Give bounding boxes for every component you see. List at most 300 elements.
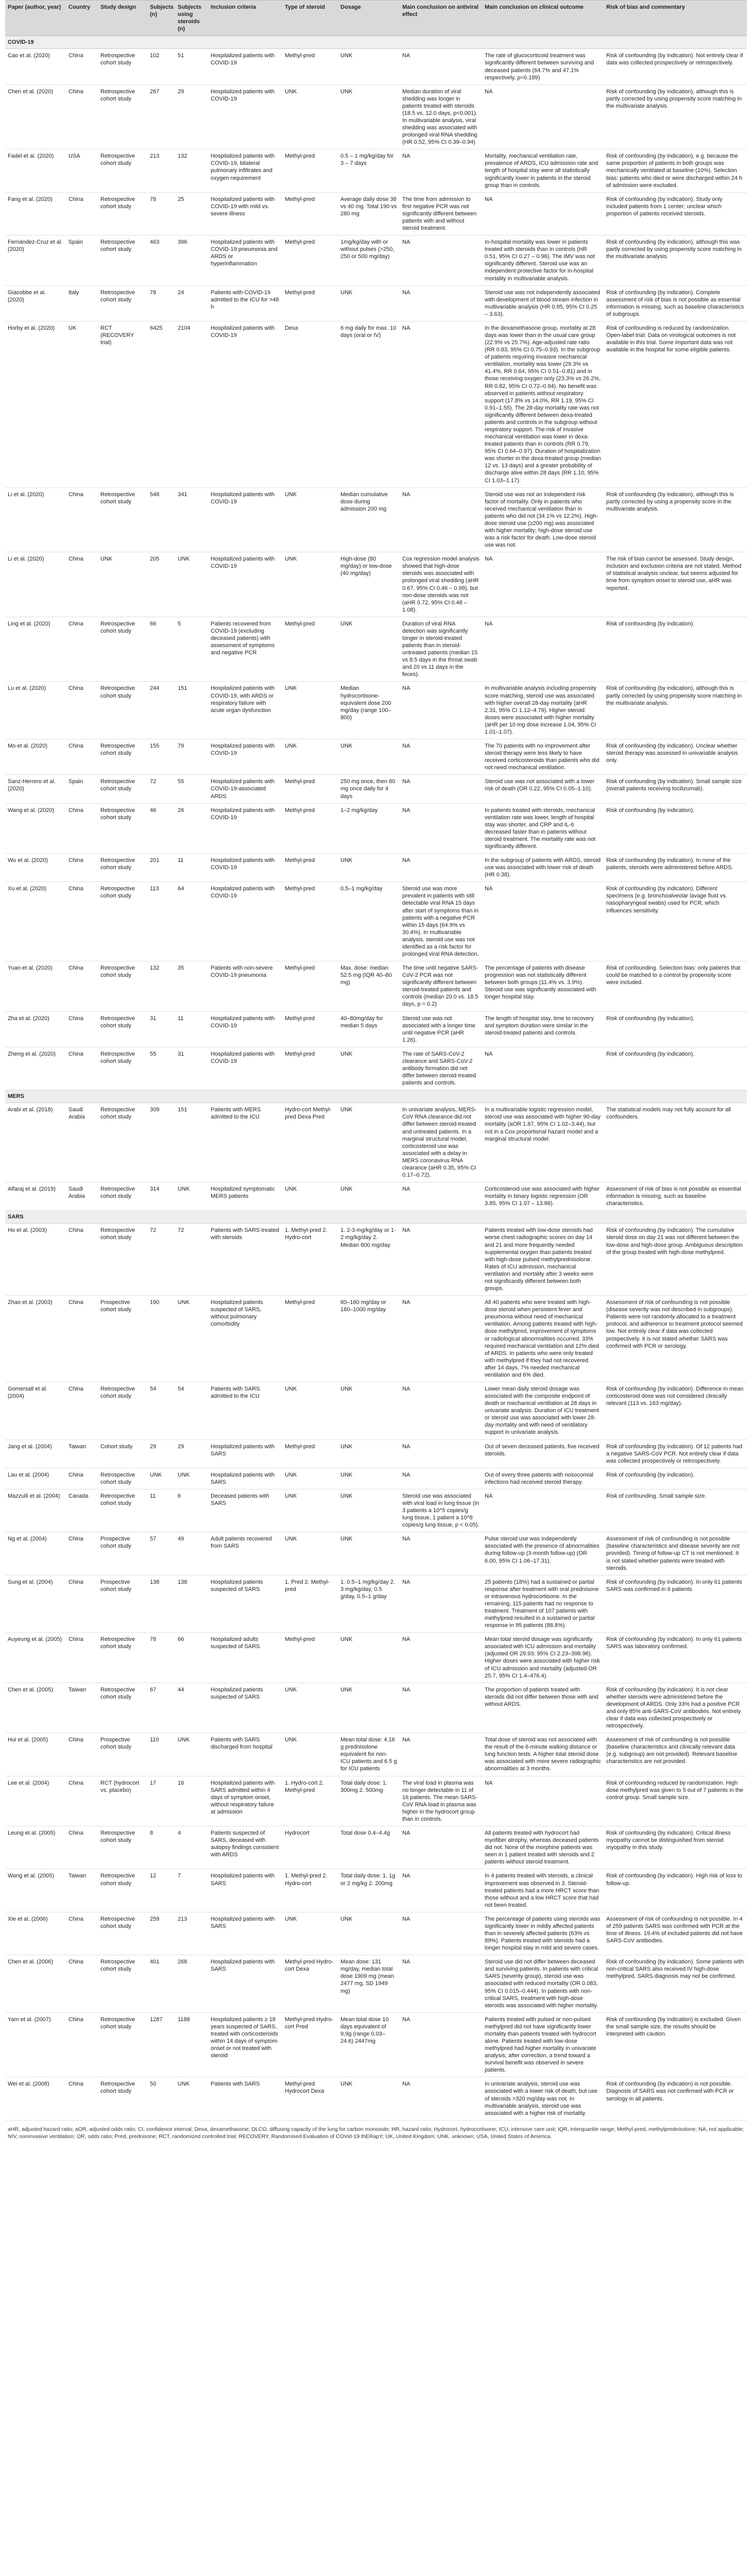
table-cell: Patients treated with low-dose steroids had worse chest radiographic scores on day 14 and 21 and more frequently needed supplemental oxygen than patients treated with high-dose pulsed methylprednisolone. Rates of ICU admission, mechanical ventilation and mortality after 3 weeks were not significantly different between both groups. <box>482 1224 604 1296</box>
table-cell: 201 <box>147 854 175 882</box>
table-cell: NA <box>400 1532 482 1575</box>
table-cell: Methyl-pred <box>282 192 338 235</box>
table-cell: Risk of confounding (by indication). Difference in mean corticosteroid dose was not considered clinically relevant (113 vs. 163 mg/day). <box>604 1382 747 1439</box>
table-cell: Xu et al. (2020) <box>5 882 66 961</box>
table-cell: Retrospective cohort study <box>98 882 147 961</box>
table-row <box>5 285 747 321</box>
table-cell: Chen et al. (2005) <box>5 1683 66 1733</box>
table-cell: Hospitalized patients with COVID-19-associated ARDS <box>208 775 282 803</box>
table-cell: 190 <box>147 1296 175 1382</box>
table-cell: Fang et al. (2020) <box>5 192 66 235</box>
table-cell: Retrospective cohort study <box>98 149 147 192</box>
table-cell: Hospitalized patients with COVID-19, bilateral pulmonary infiltrates and oxygen requirement <box>208 149 282 192</box>
table-cell: 54 <box>175 1382 208 1439</box>
table-cell: Assessment of risk of confounding is not possible. In 4 of 259 patients SARS was confirmed with PCR at the time of illness. 19.4% of included patients did not have SARS-CoV antibodies. <box>604 1912 747 1955</box>
table-cell: Risk of confounding (by indication). The cumulative steroid dose on day 21 was not different between the low-dose and high-dose group. Ambiguous description of the group treated with high-dose methylpred. <box>604 1224 747 1296</box>
table-cell: 49 <box>175 1532 208 1575</box>
table-cell: Hospitalized patients with COVID-19, with ARDS or respiratory failure with acute organ dysfunction <box>208 682 282 739</box>
table-row <box>5 1011 747 1047</box>
table-row <box>5 1955 747 2013</box>
table-cell: In patients treated with steroids, mechanical ventilation rate was lower, length of hospital stay was shorter, and CRP and IL-6 decreased faster than in patients without steroid treatment. The mortality rate was not significantly different. <box>482 803 604 853</box>
table-cell: Fadel et al. (2020) <box>5 149 66 192</box>
table-cell: Ng et al. (2004) <box>5 1532 66 1575</box>
table-row <box>5 321 747 487</box>
table-cell: UNK <box>338 1532 400 1575</box>
table-cell: 463 <box>147 235 175 285</box>
table-row <box>5 49 747 84</box>
table-cell: Retrospective cohort study <box>98 1382 147 1439</box>
table-cell: UNK <box>282 1532 338 1575</box>
table-cell: NA <box>400 1468 482 1489</box>
table-cell: Assessment of risk of confounding is not possible (baseline characteristics and clinically relevant data (e.g. subgroup) are not provided). Relevant baseline characteristics are not provided. <box>604 1733 747 1776</box>
table-cell: 102 <box>147 49 175 84</box>
table-cell: Methyl-pred <box>282 149 338 192</box>
table-cell: UNK <box>282 1912 338 1955</box>
table-cell: China <box>66 617 98 682</box>
table-cell: NA <box>400 1633 482 1683</box>
table-cell: UNK <box>282 739 338 775</box>
table-cell: Leung et al. (2005) <box>5 1826 66 1869</box>
table-row <box>5 1296 747 1382</box>
table-cell: Methyl-pred <box>282 803 338 853</box>
table-cell: Hospitalized patients ≥ 18 years suspected of SARS, treated with corticosteroids within 14 days of symptom onset or not treated with steroid <box>208 2012 282 2077</box>
column-header: Subjects using steroids (n) <box>175 1 208 36</box>
table-cell: Risk of confounding (by indication). <box>604 1011 747 1047</box>
table-cell: Hospitalized patients with SARS admitted within 4 days of symptom onset, without respiratory failure at admission <box>208 1776 282 1826</box>
section-title: COVID-19 <box>5 36 747 49</box>
table-cell: UNK <box>282 84 338 149</box>
table-cell: UNK <box>282 1182 338 1211</box>
table-cell: China <box>66 882 98 961</box>
table-cell: Hospitalized patients with SARS <box>208 1869 282 1912</box>
table-cell: Hospitalized patients with COVID-19 <box>208 803 282 853</box>
table-cell: Taiwan <box>66 1869 98 1912</box>
table-cell: Retrospective cohort study <box>98 854 147 882</box>
section-row <box>5 1211 747 1224</box>
table-cell: 2104 <box>175 321 208 487</box>
table-cell: Steroid use was not associated with a longer time until negative PCR (aHR 1.26). <box>400 1011 482 1047</box>
table-row <box>5 1683 747 1733</box>
table-cell: 1287 <box>147 2012 175 2077</box>
table-cell: 55 <box>147 1047 175 1090</box>
table-row <box>5 552 747 617</box>
table-cell: Retrospective cohort study <box>98 1826 147 1869</box>
table-cell: Methyl-pred <box>282 1633 338 1683</box>
table-cell: Methyl-pred <box>282 285 338 321</box>
table-cell: UNK <box>175 1733 208 1776</box>
table-cell: China <box>66 1382 98 1439</box>
table-cell: Hospitalized patients suspected of SARS, without pulmonary comorbidity <box>208 1296 282 1382</box>
table-cell: 1. 2-3 mg/kg/day or 1-2 mg/kg/day 2. Median 600 mg/day <box>338 1224 400 1296</box>
table-row <box>5 961 747 1011</box>
table-cell: Hydrocort <box>282 1826 338 1869</box>
table-cell: China <box>66 961 98 1011</box>
table-cell: Wu et al. (2020) <box>5 854 66 882</box>
table-cell: NA <box>400 682 482 739</box>
table-row <box>5 2077 747 2120</box>
table-cell: Retrospective cohort study <box>98 1869 147 1912</box>
table-cell: NA <box>400 1296 482 1382</box>
table-cell: Lower mean daily steroid dosage was associated with the composite endpoint of death or mechanical ventilation at 28 days in univariate analysis. Duration of ICU treatment or steroid use was associated with lower 28-day mortality and with need of ventilatory support in univariate analysis. <box>482 1382 604 1439</box>
table-cell: 6 mg daily for max. 10 days (oral or IV) <box>338 321 400 487</box>
table-cell: Lee et al. (2004) <box>5 1776 66 1826</box>
table-cell: 79 <box>175 739 208 775</box>
table-cell: Methyl-pred <box>282 961 338 1011</box>
table-cell: Risk of confounding (by indication) is not possible. Diagnosis of SARS was not confirmed with PCR or serology in all patients. <box>604 2077 747 2120</box>
table-cell: Methyl-pred <box>282 1011 338 1047</box>
table-cell: Methyl-pred <box>282 1439 338 1468</box>
table-cell: Sanz-Herrero et al. (2020) <box>5 775 66 803</box>
table-cell: Risk of confounding (by indication). High risk of loss to follow-up. <box>604 1869 747 1912</box>
table-cell: Hospitalized patients with COVID-19 <box>208 487 282 552</box>
table-cell: Out of every three patients with nosocomial infections had received steroid therapy. <box>482 1468 604 1489</box>
table-cell: 6 <box>175 1489 208 1532</box>
table-cell: The rate of SARS-CoV-2 clearance and SARS-CoV-2 antibody formation did not differ between steroid-treated patients and controls. <box>400 1047 482 1090</box>
table-row <box>5 682 747 739</box>
table-row <box>5 1182 747 1211</box>
table-cell: In the subgroup of patients with ARDS, steroid use was associated with lower risk of death (HR 0.38). <box>482 854 604 882</box>
table-cell: NA <box>400 1382 482 1439</box>
table-cell: Hospitalized patients with SARS <box>208 1912 282 1955</box>
table-cell: Prospective cohort study <box>98 1575 147 1633</box>
table-cell: Yam et al. (2007) <box>5 2012 66 2077</box>
column-header: Country <box>66 1 98 36</box>
table-cell: Retrospective cohort study <box>98 2012 147 2077</box>
table-cell: China <box>66 192 98 235</box>
table-cell: Retrospective cohort study <box>98 1912 147 1955</box>
table-cell: Wang et al. (2020) <box>5 803 66 853</box>
table-cell: UNK <box>338 617 400 682</box>
table-cell: Risk of confounding (by indication), although this is partly corrected by using propensity score matching in the multivariate analysis. <box>604 84 747 149</box>
table-cell: The length of hospital stay, time to recovery and symptom duration were similar in the steroid-treated patients and controls. <box>482 1011 604 1047</box>
table-cell: Risk of confounding (by indication). Complete assessment of risk of bias is not possible as essential information is missing, such as baseline characteristics of subgroups. <box>604 285 747 321</box>
table-cell: 1188 <box>175 2012 208 2077</box>
table-cell: 29 <box>147 1439 175 1468</box>
table-cell: UNK <box>338 285 400 321</box>
table-cell: 155 <box>147 739 175 775</box>
table-cell: China <box>66 2012 98 2077</box>
table-row <box>5 1224 747 1296</box>
table-cell: NA <box>482 84 604 149</box>
table-cell: 66 <box>175 1633 208 1683</box>
table-cell: Hospitalized adults suspected of SARS <box>208 1633 282 1683</box>
table-cell: Risk of confounding (by indication). Not entirely clear if data was collected prospectively or retrospectively. <box>604 49 747 84</box>
table-cell: The percentage of patients with disease progression was not statistically different between both groups (11.4% vs. 3.9%). Steroid use was significantly associated with longer hospital stay. <box>482 961 604 1011</box>
table-cell: Lu et al. (2020) <box>5 682 66 739</box>
table-cell: The time until negative SARS-CoV-2 PCR was not significantly different between steroid-treated patients and controls (median 20.0 vs. 18.5 days, p = 0.2) <box>400 961 482 1011</box>
table-cell: 138 <box>175 1575 208 1633</box>
table-cell: NA <box>400 235 482 285</box>
table-cell: Wang et al. (2005) <box>5 1869 66 1912</box>
table-cell: NA <box>400 1575 482 1633</box>
table-cell: NA <box>400 285 482 321</box>
table-cell: Deceased patients with SARS <box>208 1489 282 1532</box>
table-cell: Mean total dose 10 days equivalent of 9,9g (range 0.03–24.6) 2447mg <box>338 2012 400 2077</box>
table-cell: Yuan et al. (2020) <box>5 961 66 1011</box>
table-cell: Retrospective cohort study <box>98 1633 147 1683</box>
table-cell: Risk of confounding (by indication). In only 61 patients SARS was confirmed in 6 patients. <box>604 1575 747 1633</box>
table-cell: Risk of confounding (by indication), although this is partly corrected by using propensity score matching in the multivariate analysis. <box>604 682 747 739</box>
table-cell: 44 <box>175 1683 208 1733</box>
table-cell: 396 <box>175 235 208 285</box>
table-cell: 1. Methyl-pred 2. Hydro-cort <box>282 1224 338 1296</box>
table-cell: 8 <box>147 1826 175 1869</box>
table-cell: 132 <box>175 149 208 192</box>
table-cell: UNK <box>338 1182 400 1211</box>
table-cell: UNK <box>175 552 208 617</box>
table-cell: Risk of confounding (by indication), e.g. because the same proportion of patients in both groups was mechanically ventilated at baseline (10%). Selection bias: patients who died or were discharged within 24 h of admission were excluded. <box>604 149 747 192</box>
table-cell: 7 <box>175 1869 208 1912</box>
table-cell: Spain <box>66 775 98 803</box>
table-cell: UNK <box>338 1382 400 1439</box>
table-cell: Hospitalized patients with COVID-19 <box>208 854 282 882</box>
table-cell: Adult patients recovered from SARS <box>208 1532 282 1575</box>
table-cell: Risk of confounding (by indication). Different specimens (e.g. bronchoalveolar lavage fluid vs. nasopharyngeal swabs) used for PCR, which influences sensitivity. <box>604 882 747 961</box>
section-title: SARS <box>5 1211 747 1224</box>
table-cell: Cox regression model analysis showed that high-dose steroids was associated with prolonged viral shedding (aHR 0.67, 95% CI 0.46 – 0.99), but non-dose steroids was not (aHR 0.72, 95% CI 0.48 – 1.08). <box>400 552 482 617</box>
table-cell: Retrospective cohort study <box>98 739 147 775</box>
table-cell: Pulse steroid use was independently associated with the presence of abnormalities during follow-up (3-month follow-up) (OR 6.00, 95% CI 1.06–17.31). <box>482 1532 604 1575</box>
table-cell: Hospitalized patients suspected of SARS <box>208 1683 282 1733</box>
table-cell: UNK <box>282 552 338 617</box>
table-cell: NA <box>400 1182 482 1211</box>
table-cell: 64 <box>175 882 208 961</box>
table-cell: Spain <box>66 235 98 285</box>
table-cell: Steroid use was not independently associated with development of blood stream infection in multivariable analysis (HR 0.95, 95% CI 0.25 – 3.63). <box>482 285 604 321</box>
table-row <box>5 775 747 803</box>
column-header: Inclusion criteria <box>208 1 282 36</box>
header-row <box>5 1 747 36</box>
table-cell: UNK <box>338 739 400 775</box>
table-cell: NA <box>400 1733 482 1776</box>
table-cell: 1. 0.5–1 mg/kg/day 2. 3 mg/kg/day, 0.5 g/day, 0.5–1 g/day <box>338 1575 400 1633</box>
table-cell: NA <box>400 321 482 487</box>
table-cell: Mo et al. (2020) <box>5 739 66 775</box>
table-cell: China <box>66 854 98 882</box>
table-cell: Patients treated with pulsed or non-pulsed methylpred did not have significantly lower mortality than patients treated with hydrocort alone. Patients treated with low-dose methylpred had higher mortality in univariate analysis; after correction, a trend toward a survival benefit was observed in severe patients. <box>482 2012 604 2077</box>
table-cell: Retrospective cohort study <box>98 617 147 682</box>
column-header: Study design <box>98 1 147 36</box>
table-cell: Hospitalized patients with COVID-19 <box>208 739 282 775</box>
table-cell: UNK <box>282 487 338 552</box>
table-cell: 78 <box>147 192 175 235</box>
table-cell: NA <box>400 49 482 84</box>
table-cell: UNK <box>282 682 338 739</box>
table-row <box>5 1468 747 1489</box>
table-cell: 66 <box>147 617 175 682</box>
table-row <box>5 1489 747 1532</box>
table-row <box>5 84 747 149</box>
table-cell: Risk of confounding (by indication). <box>604 803 747 853</box>
table-row <box>5 192 747 235</box>
column-header: Subjects (n) <box>147 1 175 36</box>
table-cell: Retrospective cohort study <box>98 682 147 739</box>
table-row <box>5 1776 747 1826</box>
table-cell: UNK <box>338 1047 400 1090</box>
table-cell: Steroid use did not differ between deceased and surviving patients. In patients with critical SARS (severity group), steroid use was associated with reduced mortality (OR 0.083, 95% CI 0.015–0.444). In patients with non-critical SARS, treatment with high-dose steroids was associated with higher mortality. <box>482 1955 604 2013</box>
table-cell: Methyl-pred <box>282 854 338 882</box>
table-cell: China <box>66 1047 98 1090</box>
table-cell: UNK <box>338 1633 400 1683</box>
table-cell: In-hospital mortality was lower in patients treated with steroids than in controls (HR 0.51, 95% CI 0.27 – 0.96). The IMV was not significantly different. Steroid use was an independent protective factor for in-hospital mortality in multivariable analysis. <box>482 235 604 285</box>
table-cell: UNK <box>338 2077 400 2120</box>
table-cell: UNK <box>282 1382 338 1439</box>
table-cell: UNK <box>98 552 147 617</box>
table-body <box>5 36 747 2120</box>
column-header: Main conclusion on antiviral effect <box>400 1 482 36</box>
table-cell: RCT (hydrocort vs. placebo) <box>98 1776 147 1826</box>
column-header: Paper (author, year) <box>5 1 66 36</box>
table-cell: Retrospective cohort study <box>98 2077 147 2120</box>
table-cell: 113 <box>147 882 175 961</box>
table-cell: Retrospective cohort study <box>98 803 147 853</box>
table-cell: UNK <box>175 1182 208 1211</box>
table-cell: Methyl-pred <box>282 775 338 803</box>
table-cell: Cao et al. (2020) <box>5 49 66 84</box>
table-cell: Hospitalized patients with SARS <box>208 1468 282 1489</box>
table-cell: Assessment of risk of confounding is not possible (baseline characteristics and disease severity are not provided). Timing of follow-up CT is not mentioned. It is not stated whether patients were treated with steroids. <box>604 1532 747 1575</box>
table-cell: Assessment of risk of confounding is not possible (disease severity was not described in subgroups). Patients were not randomly allocated to a treatment protocol, and adherence to treatment protocol seemed low. Not entirely clear if data was collected prospectively. It is not stated whether SARS was confirmed with PCR or serology. <box>604 1296 747 1382</box>
table-cell: Retrospective cohort study <box>98 84 147 149</box>
table-cell: Retrospective cohort study <box>98 775 147 803</box>
table-cell: The percentage of patients using steroids was significantly lower in mildly affected patients than in severely affected patients (63% vs 89%). Patients treated with steroids had a longer hospital stay in mild and severe cases. <box>482 1912 604 1955</box>
table-cell: 1. Pred 2. Methyl-pred <box>282 1575 338 1633</box>
table-cell: Gomersall et al. (2004) <box>5 1382 66 1439</box>
table-row <box>5 854 747 882</box>
table-cell: Fernández-Cruz et al. (2020) <box>5 235 66 285</box>
table-cell: Mean dose: 131 mg/day, median total dose 1909 mg (mean 2477 mg, SD 1949 mg) <box>338 1955 400 2013</box>
table-cell: Hospitalized patients with COVID-19 <box>208 49 282 84</box>
table-cell: 0.5–1 mg/kg/day <box>338 882 400 961</box>
table-cell: Taiwan <box>66 1683 98 1733</box>
table-cell: 50 <box>147 2077 175 2120</box>
table-cell: Methyl-pred <box>282 49 338 84</box>
table-cell: Sung et al. (2004) <box>5 1575 66 1633</box>
table-row <box>5 1382 747 1439</box>
section-row <box>5 36 747 49</box>
table-cell: China <box>66 2077 98 2120</box>
table-cell: 80–160 mg/day or 160–1000 mg/day <box>338 1296 400 1382</box>
table-cell: UNK <box>282 1468 338 1489</box>
table-cell: In univariate analysis, steroid use was associated with a lower risk of death, but use of steroids >320 mg/day was not. In multivariable analysis, steroid use was associated with a higher risk of mortality. <box>482 2077 604 2120</box>
table-cell: The viral load in plasma was no longer detectable in 11 of 16 patients. The mean SARS-CoV RNA load in plasma was higher in the hydrocort group than in controls. <box>400 1776 482 1826</box>
table-cell: Patients with SARS <box>208 2077 282 2120</box>
table-row <box>5 1633 747 1683</box>
column-header: Risk of bias and commentary <box>604 1 747 36</box>
table-cell: 40–80mg/day for median 5 days <box>338 1011 400 1047</box>
table-cell: Risk of confounding (by indication) is excluded. Given the small sample size, the results should be interpreted with caution. <box>604 2012 747 2077</box>
table-cell: Patients suspected of SARS, deceased with autopsy findings consistent with ARDS <box>208 1826 282 1869</box>
table-cell: 11 <box>147 1489 175 1532</box>
table-cell: Risk of confounding (by indication), although this is partly corrected by using a propensity score in the multivariate analysis. <box>604 487 747 552</box>
table-cell: In multivariable analysis including propensity score matching, steroid use was associated with higher overall 28-day mortality (aHR 2.31, 95% CI 1.12–4.79). Higher steroid doses were associated with higher mortality (aHR per 10 mg dose increase 1.04, 95% CI 1.01–1.07). <box>482 682 604 739</box>
table-cell: 259 <box>147 1912 175 1955</box>
table-cell: 314 <box>147 1182 175 1211</box>
table-cell: Hospitalized patients with COVID-19 <box>208 84 282 149</box>
table-cell: China <box>66 1826 98 1869</box>
table-cell: Auyeung et al. (2005) <box>5 1633 66 1683</box>
table-cell: 6425 <box>147 321 175 487</box>
table-cell: Mortality, mechanical ventilation rate, prevalence of ARDS, ICU admission rate and length of hospital stay were all statistically significantly lower in patients in the steroid group than in controls. <box>482 149 604 192</box>
table-cell: 31 <box>147 1011 175 1047</box>
table-cell: UNK <box>338 854 400 882</box>
table-cell: The time from admission to first negative PCR was not significantly different between patients with and without steroid treatment. <box>400 192 482 235</box>
table-cell: Hospitalized patients with SARS <box>208 1439 282 1468</box>
table-cell: Steroid use was associated with viral load in lung tissue (in 3 patients a 10^5 copies/g lung tissue, 1 patient a 10^8 copies/g lung tissue, p < 0.05). <box>400 1489 482 1532</box>
table-cell: Mean total steroid dosage was significantly associated with ICU admission and mortality (adjusted OR 29.93; 95% CI 2.23–398.96). Higher doses were associated with higher risk of ICU admission and mortality (adjusted OR 25.7, 95% CI 1.4–476.4). <box>482 1633 604 1683</box>
table-cell: Saudi Arabia <box>66 1182 98 1211</box>
table-cell: The rate of glucocorticoid treatment was significantly different between surviving and deceased patients (64.7% and 47.1% respectively, p=0.189) <box>482 49 604 84</box>
table-cell: China <box>66 1776 98 1826</box>
table-cell: Cohort study <box>98 1439 147 1468</box>
table-cell: Horby et al. (2020) <box>5 321 66 487</box>
table-cell: Risk of confounding. Small sample size. <box>604 1489 747 1532</box>
table-cell: 213 <box>175 1912 208 1955</box>
table-cell: UNK <box>175 1468 208 1489</box>
table-cell: Max. dose: median 52.5 mg (IQR 40–80 mg) <box>338 961 400 1011</box>
table-cell: 1. Hydro-cort 2. Methyl-pred <box>282 1776 338 1826</box>
table-cell: Out of seven deceased patients, five received steroids. <box>482 1439 604 1468</box>
table-cell: China <box>66 1912 98 1955</box>
table-row <box>5 1439 747 1468</box>
table-cell: Taiwan <box>66 1439 98 1468</box>
table-cell: The risk of bias cannot be assessed. Study design, inclusion and exclusion criteria are not stated. Method of statistical analysis unclear, but seems adjusted for time from symptom onset to steroid use, aHR was reported. <box>604 552 747 617</box>
table-cell: 268 <box>175 1955 208 2013</box>
table-cell: Mazzulli et al. (2004) <box>5 1489 66 1532</box>
table-row <box>5 149 747 192</box>
table-cell: UNK <box>338 1489 400 1532</box>
table-cell: In the dexamethasone group, mortality at 28 days was lower than in the usual care group (22.9% vs 25.7%). Age-adjusted rate ratio (RR 0.83, 95% CI 0.75–0.93). In the subgroup of patients requiring invasive mechanical ventilation, mortality was lower (29.3% vs 41.4%, RR 0.64, 95% CI 0.51–0.81) and in those receiving oxygen only (23.3% vs 26.2%, RR 0.82, 95% CI 0.72–0.94). No benefit was observed in patients without respiratory support (17.8% vs 14.0%, RR 1.19, 95% CI 0.91–1.55). The 28-day mortality rate was not significantly different between dexa-treated patients and controls in the subgroup without respiratory support. The risk of invasive mechanical ventilation was lower in dexa-treated patients than in controls (RR 0.79, 95% CI 0.64–0.97). Duration of hospitalization was shorter in the dexa-treated group (median 12 vs. 13 days) and a greater probability of discharge alive within 28 days (RR 1.10, 95% CI 1.03–1.17). <box>482 321 604 487</box>
table-cell: Hospitalized patients with COVID-19 <box>208 552 282 617</box>
table-row <box>5 1532 747 1575</box>
table-cell: Retrospective cohort study <box>98 1683 147 1733</box>
table-cell: Wei et al. (2008) <box>5 2077 66 2120</box>
table-cell: Italy <box>66 285 98 321</box>
table-cell: Patients with SARS admitted to the ICU <box>208 1382 282 1439</box>
table-cell: 55 <box>175 775 208 803</box>
table-cell: UNK <box>282 1683 338 1733</box>
table-cell: Hospitalized patients with COVID-19 <box>208 321 282 487</box>
table-cell: Total daily dose: 1. 1g or 2 mg/kg 2. 200mg <box>338 1869 400 1912</box>
table-cell: Risk of confounding (by indication). Of 12 patients had a negative SARS-CoV PCR. Not entirely clear if data was collected prospectively or retrospectively. <box>604 1439 747 1468</box>
table-cell: Chen et al. (2006) <box>5 1955 66 2013</box>
table-cell: 132 <box>147 961 175 1011</box>
table-row <box>5 2012 747 2077</box>
table-cell: Risk of confounding (by indication). In only 61 patients SARS was laboratory confirmed. <box>604 1633 747 1683</box>
table-cell: Mean total dose: 4.16 g prednisolone equivalent for non-ICU patients and 6.5 g for ICU patients <box>338 1733 400 1776</box>
table-cell: Chen et al. (2020) <box>5 84 66 149</box>
table-cell: NA <box>400 1683 482 1733</box>
table-cell: Risk of confounding (by indication). <box>604 617 747 682</box>
table-cell: 267 <box>147 84 175 149</box>
table-cell: 25 <box>175 192 208 235</box>
table-cell: The statistical models may not fully account for all confounders. <box>604 1103 747 1182</box>
table-cell: Hospitalized patients with COVID-19 with mild vs. severe illness <box>208 192 282 235</box>
table-cell: Assessment of risk of bias is not possible as essential information is missing, such as baseline characteristics. <box>604 1182 747 1211</box>
table-cell: NA <box>482 1047 604 1090</box>
table-cell: Retrospective cohort study <box>98 487 147 552</box>
table-cell: NA <box>400 775 482 803</box>
table-cell: 25 patients (18%) had a sustained or partial response after treatment with oral prednisone or intravenous hydrocortisone. In the remaining, 115 patients had no response to treatment. Treatment of 107 patients with methylpred resulted in a sustained or partial response in 95 patients (88.8%). <box>482 1575 604 1633</box>
table-cell: Risk of confounding (by indication). Some patients with non-critical SARS also received IV high-dose methylpred. SARS diagnosis may not be confirmed. <box>604 1955 747 2013</box>
table-cell: 110 <box>147 1733 175 1776</box>
table-cell: 78 <box>147 285 175 321</box>
table-cell: 401 <box>147 1955 175 2013</box>
table-cell: China <box>66 1633 98 1683</box>
table-cell: NA <box>482 552 604 617</box>
table-cell: Steroid use was more prevalent in patients with still detectable viral RNA 15 days after start of symptoms than in patients with a negative PCR within 15 days (64.9% vs 30.4%). In multivariable analysis, steroid use was not identified as a risk factor for prolonged viral RNA detection. <box>400 882 482 961</box>
table-cell: UNK <box>338 1468 400 1489</box>
